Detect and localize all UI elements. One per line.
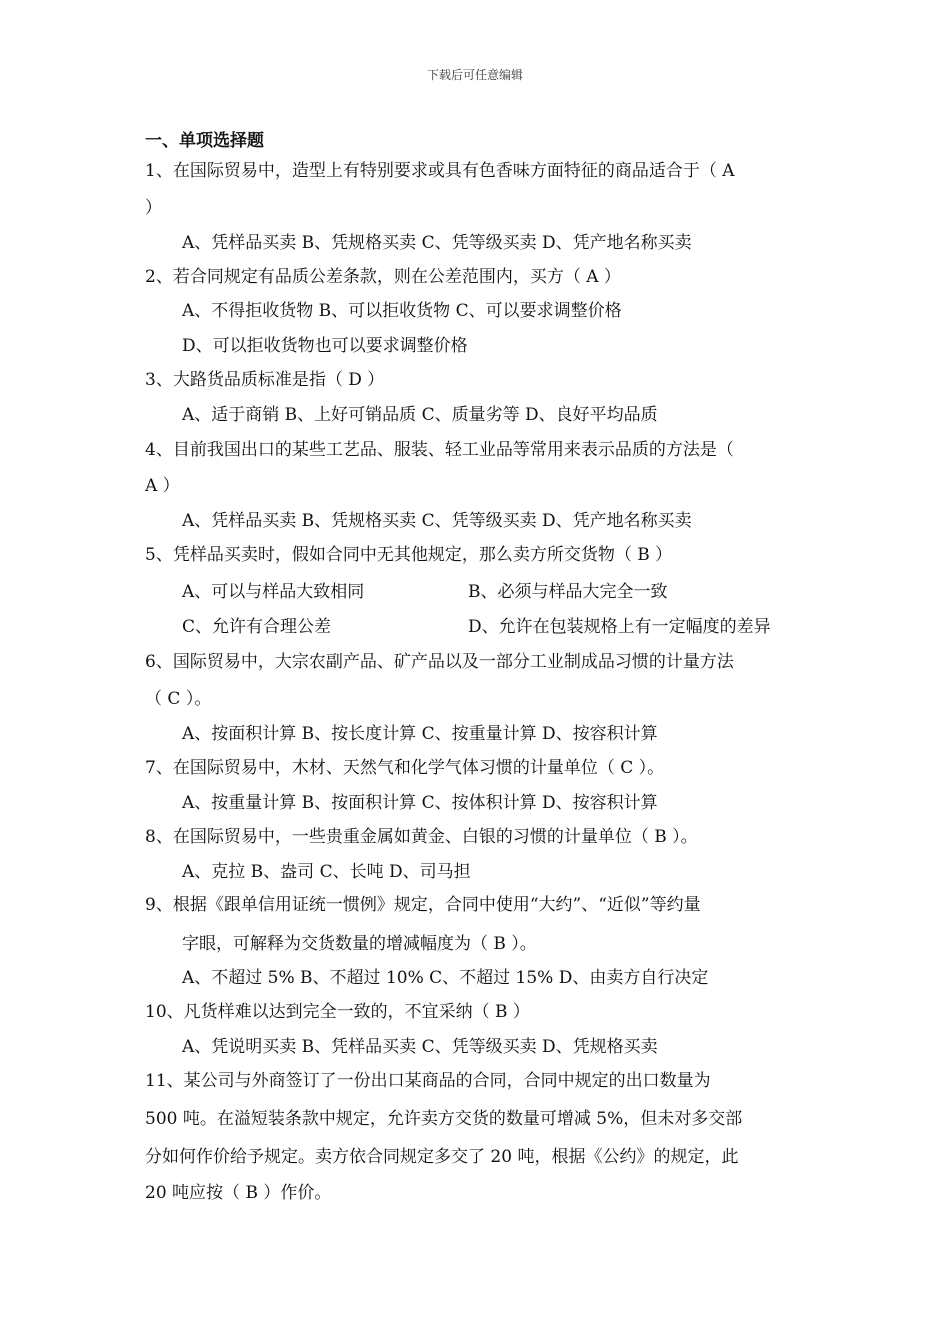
question-8: 8、在国际贸易中，一些贵重金属如黄金、白银的习惯的计量单位（ B ）。 [145,827,698,847]
option-5d: D、允许在包装规格上有一定幅度的差异 [468,617,771,637]
question-2: 2、若合同规定有品质公差条款，则在公差范围内，买方（ A ） [145,267,621,287]
options-2a: A、不得拒收货物 B、可以拒收货物 C、可以要求调整价格 [182,301,622,321]
options-1: A、凭样品买卖 B、凭规格买卖 C、凭等级买卖 D、凭产地名称买卖 [182,233,692,253]
options-3: A、适于商销 B、上好可销品质 C、质量劣等 D、良好平均品质 [182,405,658,425]
question-4: 4、目前我国出口的某些工艺品、服装、轻工业品等常用来表示品质的方法是（ [145,440,734,460]
question-9: 9、根据《跟单信用证统一惯例》规定，合同中使用“大约”、“近似”等约量 [145,895,701,915]
question-1: 1、在国际贸易中，造型上有特别要求或具有色香味方面特征的商品适合于（ A [145,161,735,181]
options-2b: D、可以拒收货物也可以要求调整价格 [182,336,468,356]
options-8: A、克拉 B、盎司 C、长吨 D、司马担 [182,862,471,882]
page-header: 下载后可任意编辑 [426,68,523,82]
options-4: A、凭样品买卖 B、凭规格买卖 C、凭等级买卖 D、凭产地名称买卖 [182,511,692,531]
options-10: A、凭说明买卖 B、凭样品买卖 C、凭等级买卖 D、凭规格买卖 [182,1037,658,1057]
question-6-cont: （ C ）。 [145,689,212,709]
question-3: 3、大路货品质标准是指（ D ） [145,370,385,390]
question-11: 11、某公司与外商签订了一份出口某商品的合同，合同中规定的出口数量为 [145,1071,711,1091]
question-7: 7、在国际贸易中，木材、天然气和化学气体习惯的计量单位（ C ）。 [145,758,665,778]
options-7: A、按重量计算 B、按面积计算 C、按体积计算 D、按容积计算 [182,793,658,813]
section-title: 一、单项选择题 [145,131,264,151]
question-6: 6、国际贸易中，大宗农副产品、矿产品以及一部分工业制成品习惯的计量方法 [145,652,734,672]
option-5a: A、可以与样品大致相同 [182,582,365,602]
question-9-cont: 字眼，可解释为交货数量的增减幅度为（ B ）。 [182,934,537,954]
question-11-line2: 500 吨。在溢短装条款中规定，允许卖方交货的数量可增减 5%，但未对多交部 [145,1109,743,1129]
option-5c: C、允许有合理公差 [182,617,332,637]
options-6: A、按面积计算 B、按长度计算 C、按重量计算 D、按容积计算 [182,724,658,744]
question-4-cont: A ） [145,476,180,496]
options-9: A、不超过 5% B、不超过 10% C、不超过 15% D、由卖方自行决定 [182,968,709,988]
option-5b: B、必须与样品大完全一致 [468,582,668,602]
question-11-line4: 20 吨应按（ B ）作价。 [145,1183,332,1203]
question-5: 5、凭样品买卖时，假如合同中无其他规定，那么卖方所交货物（ B ） [145,545,673,565]
question-1-cont: ） [145,198,162,218]
question-11-line3: 分如何作价给予规定。卖方依合同规定多交了 20 吨，根据《公约》的规定，此 [145,1147,739,1167]
question-10: 10、凡货样难以达到完全一致的，不宜采纳（ B ） [145,1002,530,1022]
